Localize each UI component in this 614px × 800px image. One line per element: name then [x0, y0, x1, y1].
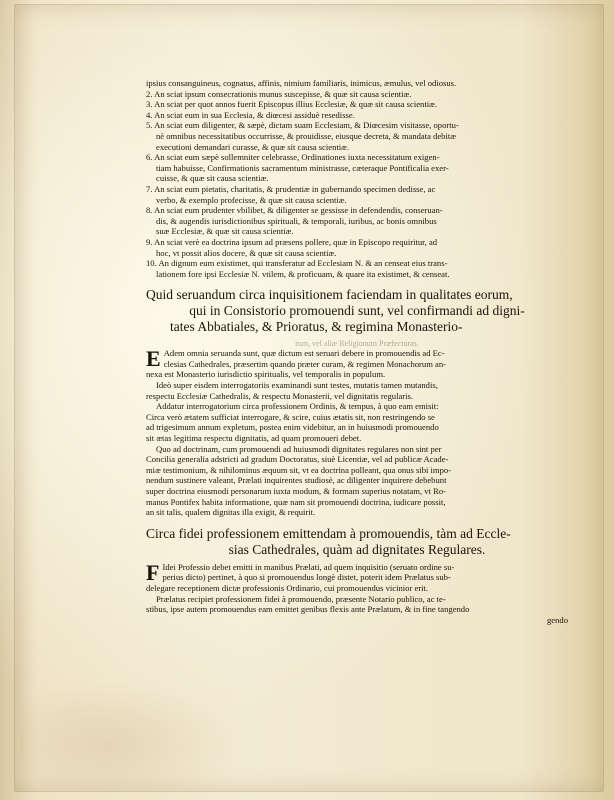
list-item: suæ Ecclesiæ, & quæ sit causa scientiæ.	[156, 226, 294, 237]
text-line: miæ testimonium, & nihilominus æquum sit, vt ea doctrina polleant, qua onus sibi impo-	[146, 464, 452, 475]
paper-stain	[20, 680, 240, 790]
text-line: Ideò super eisdem interrogatoriis examinandi sunt testes, mutatis tamen mutandis,	[156, 380, 438, 391]
paragraph	[146, 559, 568, 594]
text-line: Addatur interrogatorium circa professionem Ordinis, & tempus, à quo eam emisit:	[156, 401, 439, 412]
text-line: sit ætas legitima respectu dignitatis, ad quam promoueri debet.	[146, 433, 362, 444]
list-item: 3. An sciat per quot annos fuerit Episcopus illius Ecclesiæ, & quæ sit causa scientiæ.	[146, 99, 437, 110]
text-line: Adem omnia seruanda sunt, quæ dictum est seruari debere in promouendis ad Ec-	[163, 348, 445, 359]
list-item: lationem fore ipsi Ecclesiæ N. vtilem, & proficuam, & quare ita existimet, & censeat.	[156, 268, 450, 279]
text-line: Idei Professio debet emitti in manibus Prælati, ad quem inquisitio (seruato ordine su-	[162, 561, 455, 572]
list-item: 9. An sciat verè ea doctrina ipsum ad præsens pollere, quæ in Episcopo requiritur, ad	[146, 236, 438, 247]
list-item: dis, & augendis iurisdictionibus spirituali, & temporali, iuribus, ac bonis omnibus	[156, 215, 437, 226]
text-line: clesias Cathedrales, præsertim quando præter curam, & regimen Monachorum an-	[163, 358, 447, 369]
list-item: 8. An sciat eum prudenter vbilibet, & diligenter se gessisse in defendendis, conseruan-	[146, 205, 443, 216]
section-heading	[146, 287, 568, 335]
interrogatories-list	[146, 78, 568, 279]
list-item: hoc, vt possit alios docere, & quæ sit causa scientiæ.	[156, 247, 337, 258]
paragraph	[146, 380, 568, 401]
list-item: 4. An sciat eum in sua Ecclesia, & diœcesi assiduè resedisse.	[146, 109, 355, 120]
faded-heading-line: rum, vel aliæ Religionum Præfecturas.	[295, 339, 419, 349]
text-line: perius dicto) pertinet, à quo si promouendus longè distet, poterit idem Prælatus sub-	[162, 572, 451, 583]
text-line: Circa verò ætatem sufficiat interrogare, & scire, cuius ætatis sit, non restringendo se	[146, 411, 435, 422]
paragraph	[146, 594, 568, 615]
list-item: 2. An sciat ipsum consecrationis munus suscepisse, & quæ sit causa scientiæ.	[146, 88, 412, 99]
list-item: cuisse, & quæ sit causa scientiæ.	[156, 173, 269, 184]
list-item: executioni demandari curasse, & quæ sit causa scientiæ.	[156, 141, 350, 152]
catchword: gendo	[546, 614, 568, 625]
heading-line: qui in Consistorio promouendi sunt, vel confirmandi ad digni-	[189, 303, 525, 319]
text-line: delegare receptionem dictæ professionis Ordinario, cui promouendus vicinior erit.	[146, 582, 429, 593]
text-line: super doctrina eiusmodi personarum iuxta modum, & formam superius notatam, vt Ro-	[146, 486, 447, 496]
text-line: an sit talis, qualem dignitas illa exigit, & requirit.	[146, 507, 316, 518]
list-item: tiam habuisse, Confirmationis sacramentum ministrasse, cæteraque Pontificalia exer-	[156, 162, 449, 173]
text-line: Prælatus recipiet professionem fidei à promouendo, præsente Notario publico, ac te-	[156, 593, 446, 604]
paragraph	[146, 348, 568, 380]
document-text	[146, 78, 568, 625]
list-item: verbo, & exemplo profecisse, & quæ sit causa scientiæ.	[156, 194, 347, 205]
text-line: ad trigesimum annum expletum, postea enim videbitur, an in huiusmodi promouendo	[146, 422, 439, 433]
list-item: 6. An sciat eum sæpè sollemniter celebrasse, Ordinationes iuxta necessitatum exigen-	[146, 152, 440, 163]
drop-cap: E	[146, 346, 161, 372]
list-item: 10. An dignum eum existimet, qui transferatur ad Ecclesiam N. & an censeat eius trans-	[146, 258, 448, 269]
text-line: stibus, ipse autem promouendus eam emittet genibus flexis ante Prælatum, & in fine tangendo	[146, 604, 470, 615]
paragraph	[146, 444, 568, 518]
text-line: manus Pontifex habita informatione, quæ nam sit promouendi doctrina, iudicare possit,	[146, 496, 446, 507]
list-item: 7. An sciat eum pietatis, charitatis, & prudentiæ in gubernando specimen dedisse, ac	[146, 183, 436, 194]
list-item: 5. An sciat eum diligenter, & sæpè, dictam suam Ecclesiam, & Diœcesim visitasse, oportu-	[146, 120, 459, 131]
heading-line: tates Abbatiales, & Prioratus, & regimina Monasterio-	[170, 319, 463, 335]
text-line: Concilia generalia adstricti ad gradum Doctoratus, siuè Licentiæ, vel ad publicæ Acade-	[146, 454, 449, 465]
text-line: nexa est Monasterio iurisdictio spiritualis, vel temporalis in populum.	[146, 369, 386, 380]
section-heading	[146, 526, 568, 558]
paragraph	[146, 401, 568, 443]
text-line: nendum sustinere valeant, Prælati inquirentes studiosè, ac diligenter inquirere debebunt	[146, 475, 447, 486]
heading-line: sias Cathedrales, quàm ad dignitates Regulares.	[228, 541, 486, 557]
drop-cap: F	[146, 559, 160, 585]
text-line: respectu Ecclesiæ Cathedralis, & respectu Monasterii, vel dignitatis regularis.	[146, 390, 414, 401]
text-line: Quo ad doctrinam, cum promouendi ad huiusmodi dignitates regulares non sint per	[156, 443, 442, 454]
heading-line: Quid seruandum circa inquisitionem faciendam in qualitates eorum,	[146, 287, 513, 303]
list-item: nè omnibus necessitatibus occurrisse, & prouidisse, eiusque decreta, & mandata debitæ	[156, 130, 456, 141]
list-item: ipsius consanguineus, cognatus, affinis, nimium familiaris, inimicus, æmulus, vel odiosus.	[146, 78, 457, 88]
heading-line: Circa fidei professionem emittendam à promouendis, tàm ad Eccle-	[146, 525, 511, 541]
